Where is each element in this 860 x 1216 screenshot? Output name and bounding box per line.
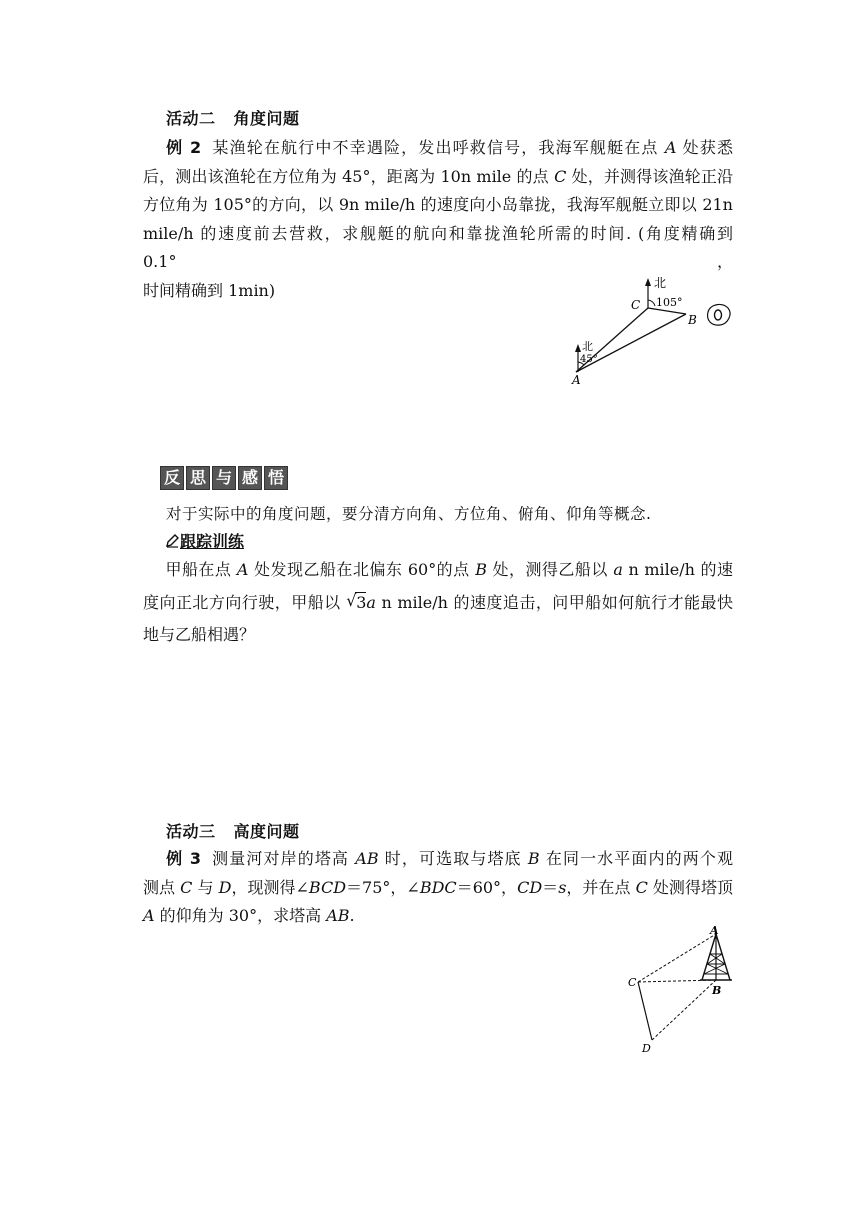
reflection-text: 对于实际中的角度问题，要分清方向角、方位角、俯角、仰角等概念. [166,505,652,523]
activity2-title-topic: 角度问题 [233,109,300,128]
north-arrowhead-c [645,278,651,286]
angle-105-arc [648,300,655,306]
activity3-title-number: 活动三 [166,822,216,841]
tracking-line-3: 地与乙船相遇？ [143,625,256,644]
label-d: D [642,1042,651,1055]
tracking-title: 跟踪训练 [164,529,244,552]
label-a: A [572,373,581,387]
label-c: C [631,298,641,312]
line-db [652,980,716,1040]
example3-figure [620,922,740,1057]
pencil-icon [164,533,180,549]
line-cd [638,982,652,1040]
tracking-line-2: 度向正北方向行驶，甲船以 √ 3a n mile/h 的速度追击，问甲船如何航行才能最快 [143,589,733,618]
north-label-c: 北 [654,276,667,290]
example2-line-2: 后，测出该渔轮在方位角为 45°，距离为 10n mile 的点 C 处，并测得该渔轮正沿 [143,166,733,186]
label-c: C [628,976,637,989]
tracking-paragraph [143,556,733,650]
tracking-line-1: 甲船在点 A 处发现乙船在北偏东 60°的点 B 处，测得乙船以 a n mile/h 的速 [165,560,733,579]
example3-line-2: 测点 C 与 D，现测得∠BCD＝75°，∠BDC＝60°，CD＝s，并在点 C 处测得塔顶 [143,877,733,897]
island-inner-icon [715,310,722,320]
example2-line-5: 时间精确到 1min) [143,280,276,300]
label-a: A [710,924,719,937]
line-cb [638,980,716,982]
activity2-title-number: 活动二 [166,109,216,128]
example2-line-4: mile/h 的速度前去营救，求舰艇的航向和靠拢渔轮所需的时间. (角度精确到 0.1°， [143,223,733,271]
activity3-heading [166,819,300,842]
activity3-title-topic: 高度问题 [233,822,300,841]
example3-line-1: 例 3 测量河对岸的塔高 AB 时，可选取与塔底 B 在同一水平面内的两个观 [165,849,733,868]
example2-line-3: 方位角为 105°的方向，以 9n mile/h 的速度向小岛靠拢，我海军舰艇立即以 21n [143,195,733,214]
label-b: B [688,313,697,327]
point-c-ref: C [554,166,567,186]
example3-paragraph [143,845,733,931]
point-a-ref: A [664,138,677,157]
activity2-heading [166,106,300,129]
label-b: B [712,984,722,997]
example2-line-1: 例 2 某渔轮在航行中不幸遇险，发出呼救信号，我海军舰艇在点 A 处获悉 [165,138,733,157]
tower-icon [700,934,732,980]
reflection-badge: 反 思 与 感 悟 [160,466,288,490]
example3-label: 例 3 [165,849,202,868]
sqrt-3: √ 3 [346,590,367,612]
example2-label: 例 2 [165,138,202,157]
angle-105-label: 105° [656,296,683,309]
example2-figure [560,272,750,392]
example3-line-3: A 的仰角为 30°，求塔高 AB. [143,906,355,925]
island-icon [708,305,730,326]
north-arrowhead-a [575,344,581,352]
north-label-a: 北 [582,340,593,353]
angle-45-label: 45° [580,354,598,365]
